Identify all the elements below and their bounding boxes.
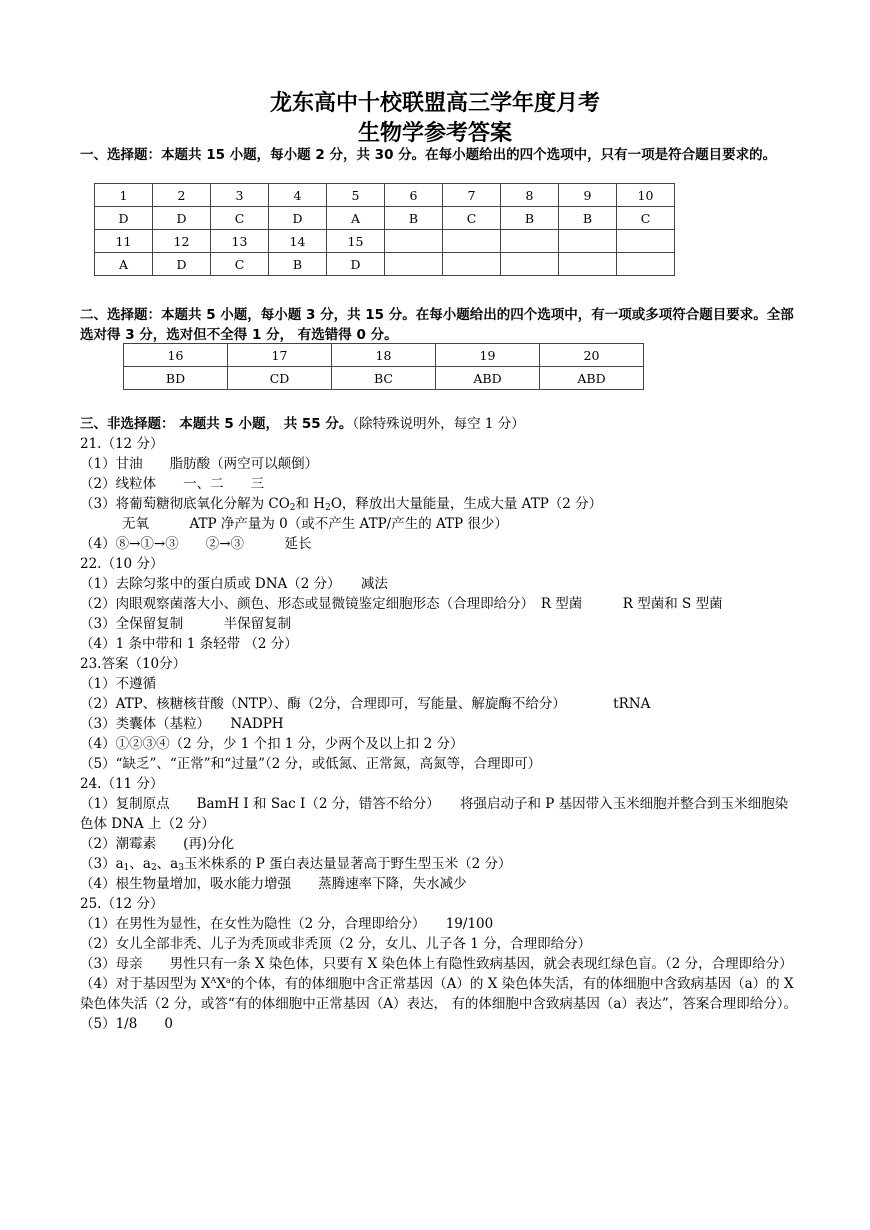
a2-subscript: 2 — [150, 863, 157, 873]
q25-answer-4 — [80, 974, 800, 1014]
q23-answer-2: （2）ATP、核糖核苷酸（NTP）、酶（2分，合理即可，写能量、解旋酶不给分） tRNA — [80, 696, 651, 712]
q24-answer-2: （2）潮霉素 (再)分化 — [80, 836, 235, 852]
t1-cell: D — [95, 207, 153, 230]
q25-answer-5: （5）1/8 0 — [80, 1016, 173, 1032]
q21-answer-4: （4）⑧→①→③ ②→③ 延长 — [80, 536, 312, 552]
h2o-subscript: 2 — [325, 503, 331, 513]
t2-cell: 16 — [124, 344, 228, 367]
section3 — [80, 414, 800, 1034]
q24-answer-4: （4）根生物量增加，吸水能力增强 蒸腾速率下降，失水减少 — [80, 876, 467, 892]
t1-cell — [617, 230, 675, 253]
q21-answer-1: （1）甘油 脂肪酸（两空可以颠倒） — [80, 456, 319, 472]
t2-cell: BC — [332, 367, 436, 390]
section3-heading-text: 三、非选择题： 本题共 5 小题， 共 55 分。 — [80, 416, 353, 432]
t1-cell: A — [327, 207, 385, 230]
a1-subscript: 1 — [123, 863, 130, 873]
t1-cell: 6 — [385, 184, 443, 207]
t2-cell: 20 — [540, 344, 644, 367]
t1-cell: 5 — [327, 184, 385, 207]
q22-head: 22.（10 分） — [80, 556, 164, 572]
q24-answer-1: （1）复制原点 BamH I 和 Sac I（2 分，错答不给分） 将强启动子和 P 基因带入玉米细胞并整合到玉米细胞染色体 DNA 上（2 分） — [80, 796, 789, 832]
section2-heading: 二、选择题：本题共 5 小题，每小题 3 分，共 15 分。在每小题给出的四个选项中，有一项或多项符合题目要求。全部选对得 3 分，选对但不全得 1 分， 有选错得 0 分。 — [80, 307, 794, 343]
section2-answer-table — [123, 343, 644, 390]
q23-answer-4: （4）①②③④（2 分，少 1 个扣 1 分，少两个及以上扣 2 分） — [80, 736, 464, 752]
t1-cell: B — [385, 207, 443, 230]
q21-answer-2: （2）线粒体 一、二 三 — [80, 476, 265, 492]
q21-a3-part1: （3）将葡萄糖彻底氧化分解为 CO — [80, 496, 290, 512]
section3-heading — [80, 414, 800, 434]
a3-subscript: 3 — [178, 863, 184, 873]
q23-answer-3: （3）类囊体（基粒） NADPH — [80, 716, 284, 732]
q21-answer-3 — [80, 494, 800, 514]
t1-cell: 10 — [617, 184, 675, 207]
t1-cell — [501, 230, 559, 253]
q22-answer-1: （1）去除匀浆中的蛋白质或 DNA（2 分） 减法 — [80, 576, 388, 592]
q21-a3-part3: O，释放出大量能量，生成大量 ATP（2 分） — [330, 496, 603, 512]
t1-cell — [501, 253, 559, 276]
title-line2: 生物学参考答案 — [357, 121, 512, 146]
section1-heading: 一、选择题：本题共 15 小题，每小题 2 分，共 30 分。在每小题给出的四个选项中，只有一项是符合题目要求的。 — [80, 147, 777, 163]
q25-answer-2: （2）女儿全部非秃、儿子为秃顶或非秃顶（2 分，女儿、儿子各 1 分，合理即给分） — [80, 936, 592, 952]
t1-cell: 15 — [327, 230, 385, 253]
xa-lower-superscript: a — [225, 976, 231, 985]
t1-cell: B — [559, 207, 617, 230]
t1-cell: 14 — [269, 230, 327, 253]
q25-head: 25.（12 分） — [80, 896, 164, 912]
t1-cell: 12 — [153, 230, 211, 253]
t1-cell: B — [269, 253, 327, 276]
q24-answer-3 — [80, 854, 800, 874]
t2-cell: CD — [228, 367, 332, 390]
t1-cell: C — [443, 207, 501, 230]
t1-cell: 2 — [153, 184, 211, 207]
t1-cell: 8 — [501, 184, 559, 207]
t1-cell: D — [153, 253, 211, 276]
q22-answer-2: （2）肉眼观察菌落大小、颜色、形态或显微镜鉴定细胞形态（合理即给分） R 型菌 R 型菌和 S 型菌 — [80, 596, 723, 612]
t2-cell: 17 — [228, 344, 332, 367]
t1-cell — [385, 230, 443, 253]
q25-a4-part1: （4）对于基因型为 X — [80, 976, 211, 992]
t1-cell — [559, 253, 617, 276]
title-line1: 龙东高中十校联盟高三学年度月考 — [269, 91, 600, 116]
section1-answer-table — [94, 183, 675, 276]
t2-cell: BD — [124, 367, 228, 390]
t1-cell: C — [211, 207, 269, 230]
t1-row — [95, 207, 675, 230]
t1-cell — [443, 253, 501, 276]
t1-cell: 13 — [211, 230, 269, 253]
q24-a3-part3: 、a — [156, 856, 179, 872]
t1-cell: D — [327, 253, 385, 276]
xa-superscript: A — [210, 976, 217, 985]
t2-cell: ABD — [436, 367, 540, 390]
t1-cell: 11 — [95, 230, 153, 253]
q22-answer-3: （3）全保留复制 半保留复制 — [80, 616, 292, 632]
t1-cell: A — [95, 253, 153, 276]
t2-cell: ABD — [540, 367, 644, 390]
t1-row — [95, 184, 675, 207]
t1-cell: 4 — [269, 184, 327, 207]
t1-cell — [443, 230, 501, 253]
t1-cell: 7 — [443, 184, 501, 207]
q25-a4-part3: 的个体，有的体细胞中含正常基因（A）的 X 染色体失活，有的体细胞中含致病基因（a）的 X 染色体失活（2 分，或答“有的体细胞中正常基因（A）表达， 有的体细胞中含致病基因（a）表达”，答案合理即给分）。 — [80, 976, 798, 1012]
t2-row — [124, 367, 644, 390]
t1-cell: 9 — [559, 184, 617, 207]
t1-cell: 3 — [211, 184, 269, 207]
t1-cell: D — [269, 207, 327, 230]
t1-row — [95, 230, 675, 253]
t1-cell — [617, 253, 675, 276]
section3-heading-note: （除特殊说明外，每空 1 分） — [352, 416, 525, 432]
q24-a3-part2: 、a — [129, 856, 151, 872]
q23-answer-1: （1）不遵循 — [80, 676, 157, 692]
t1-cell: C — [617, 207, 675, 230]
t1-cell: D — [153, 207, 211, 230]
co2-subscript: 2 — [289, 503, 296, 513]
t2-row — [124, 344, 644, 367]
t1-cell — [385, 253, 443, 276]
t1-cell: B — [501, 207, 559, 230]
q21-answer-3-cont: 无氧 ATP 净产量为 0（或不产生 ATP/产生的 ATP 很少） — [122, 516, 508, 532]
q24-a3-part1: （3）a — [80, 856, 124, 872]
q21-a3-part2: 和 H — [295, 496, 326, 512]
q23-head: 23.答案（10分） — [80, 656, 187, 672]
q24-a3-part4: 玉米株系的 P 蛋白表达量显著高于野生型玉米（2 分） — [183, 856, 512, 872]
q25-answer-3: （3）母亲 男性只有一条 X 染色体，只要有 X 染色体上有隐性致病基因，就会表现红绿色盲。（2 分，合理即给分） — [80, 956, 793, 972]
t1-cell: C — [211, 253, 269, 276]
t1-cell: 1 — [95, 184, 153, 207]
t1-row — [95, 253, 675, 276]
q22-answer-4: （4）1 条中带和 1 条轻带 （2 分） — [80, 636, 298, 652]
t2-cell: 19 — [436, 344, 540, 367]
q25-answer-1: （1）在男性为显性，在女性为隐性（2 分，合理即给分） 19/100 — [80, 916, 494, 932]
q23-answer-5: （5）“缺乏”、“正常”和“过量”（2 分，或低氮、正常氮，高氮等，合理即可） — [80, 756, 542, 772]
q24-head: 24.（11 分） — [80, 776, 164, 792]
t1-cell — [559, 230, 617, 253]
q25-a4-part2: X — [216, 976, 226, 992]
q21-head: 21.（12 分） — [80, 436, 164, 452]
t2-cell: 18 — [332, 344, 436, 367]
